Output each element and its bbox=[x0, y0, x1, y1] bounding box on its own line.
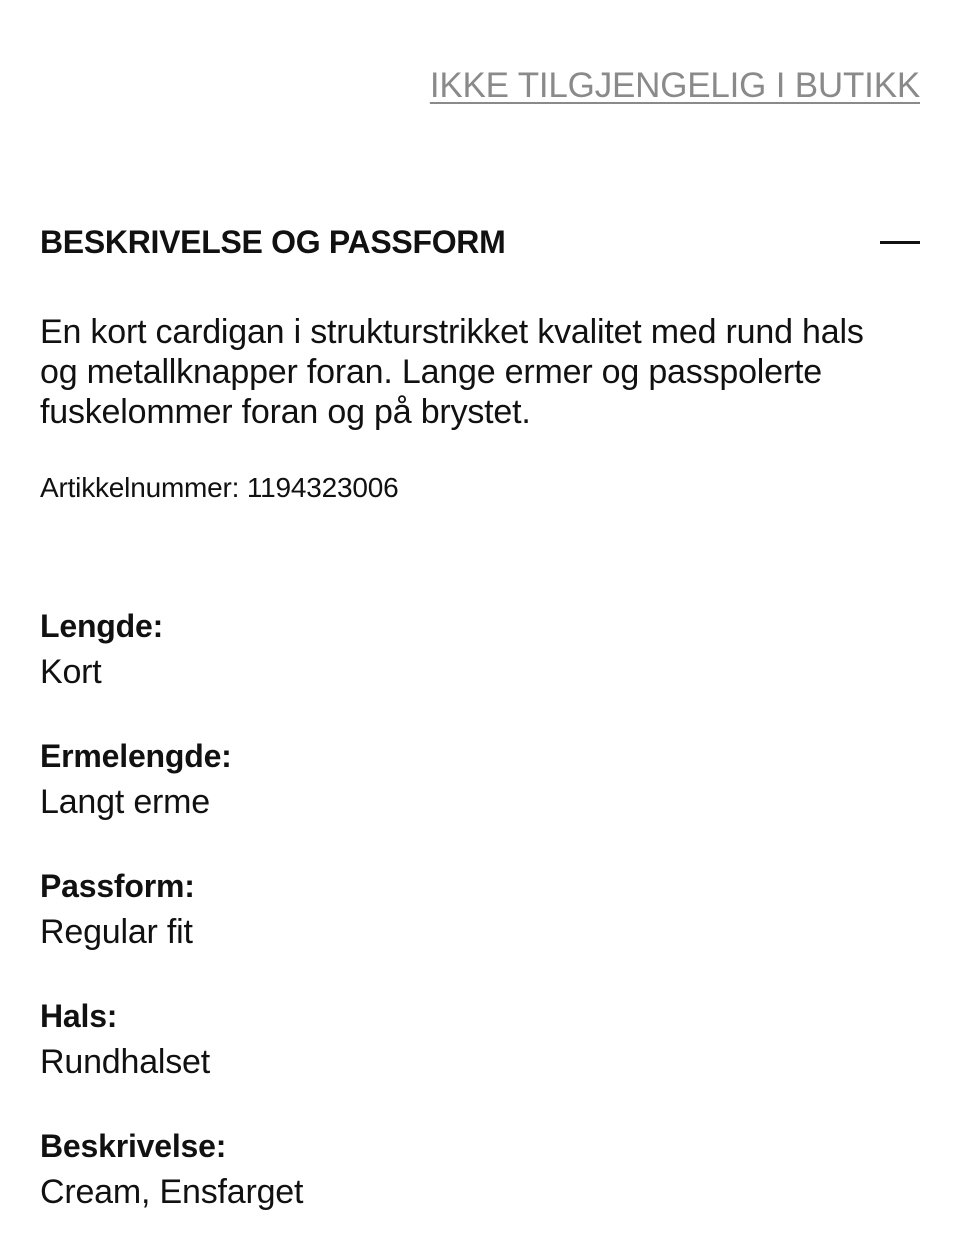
description-fit-accordion-header[interactable] bbox=[40, 220, 920, 264]
store-availability-link[interactable]: IKKE TILGJENGELIG I BUTIKK bbox=[429, 66, 920, 105]
attribute-label: Lengde: bbox=[40, 608, 164, 644]
article-number: Artikkelnummer: 1194323006 bbox=[40, 472, 399, 503]
attribute-value: Cream, Ensfarget bbox=[40, 1173, 304, 1211]
product-description: En kort cardigan i strukturstrikket kvalitet med rund hals og metallknapper foran. Lange ermer og passpolerte fuskelommer foran og på brystet. bbox=[40, 313, 864, 431]
attribute-length bbox=[40, 604, 920, 734]
attribute-value: Kort bbox=[40, 653, 102, 691]
attribute-list bbox=[40, 604, 920, 1254]
attribute-description bbox=[40, 1124, 920, 1254]
minus-icon[interactable] bbox=[880, 241, 920, 244]
attribute-sleeve-length bbox=[40, 734, 920, 864]
attribute-label: Beskrivelse: bbox=[40, 1128, 227, 1164]
attribute-value: Langt erme bbox=[40, 783, 210, 821]
attribute-label: Passform: bbox=[40, 868, 195, 904]
attribute-value: Regular fit bbox=[40, 913, 193, 951]
section-title: BESKRIVELSE OG PASSFORM bbox=[40, 223, 506, 260]
attribute-fit bbox=[40, 864, 920, 994]
attribute-value: Rundhalset bbox=[40, 1043, 211, 1081]
attribute-label: Ermelengde: bbox=[40, 738, 232, 774]
attribute-neckline bbox=[40, 994, 920, 1124]
attribute-label: Hals: bbox=[40, 998, 118, 1034]
